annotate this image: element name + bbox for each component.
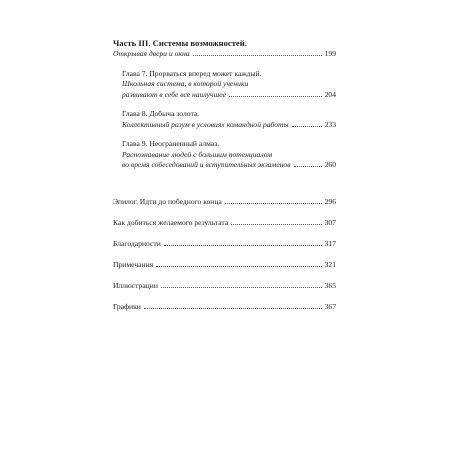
toc-entry-illustrations <box>113 281 336 292</box>
dot-leader <box>161 287 322 288</box>
page-number: 233 <box>324 119 336 129</box>
dot-leader <box>193 55 322 56</box>
page-number: 204 <box>324 89 336 99</box>
dot-leader <box>156 266 321 267</box>
dot-leader <box>294 166 322 167</box>
toc-entry-label: Графики <box>113 301 141 311</box>
chapter-subtitle-line: во время собеседований и вступительных экзаменов <box>122 160 291 169</box>
dot-leader <box>231 224 321 225</box>
dot-leader <box>144 308 322 309</box>
page-number: 367 <box>324 301 336 311</box>
toc-entry-notes <box>113 260 336 271</box>
chapter-entry-8 <box>122 109 336 130</box>
toc-entry-label: Благодарности <box>113 238 161 248</box>
page-number: 317 <box>324 238 336 248</box>
dot-leader <box>225 203 322 204</box>
chapter-entry-9 <box>122 139 336 171</box>
chapter-title: Глава 7. Прорваться вперед может каждый. <box>122 68 262 78</box>
dot-leader <box>164 245 322 246</box>
toc-entry-label: Иллюстрации <box>113 280 158 290</box>
chapter-last-line <box>122 160 336 171</box>
part-title: Часть III. Системы возможностей. <box>113 38 247 48</box>
chapter-last-line <box>122 90 336 101</box>
chapter-subtitle-line: Коллективный разум в условиях командной работы <box>122 119 289 129</box>
chapter-subtitle-line: Школьная система, в которой ученики <box>122 79 249 88</box>
page-number: 365 <box>324 280 336 290</box>
toc-entry-epilogue <box>113 197 336 208</box>
page-number: 321 <box>324 259 336 269</box>
toc-entry-how-to <box>113 218 336 229</box>
toc-entry-graphs <box>113 302 336 313</box>
dot-leader <box>292 126 322 127</box>
toc-entry-label: Эпилог. Идти до победного конца <box>113 196 222 206</box>
page-number: 199 <box>324 49 336 58</box>
part-subtitle: Открывая двери и окна <box>113 49 190 58</box>
back-matter-list <box>113 197 336 313</box>
chapter-entry-7 <box>122 69 336 101</box>
dot-leader <box>229 96 322 97</box>
chapter-last-line <box>122 120 336 131</box>
toc-entry-label: Как добиться желаемого результата <box>113 217 229 227</box>
page-number: 296 <box>324 196 336 206</box>
chapter-subtitle-line: развивают в себе все наилучшее <box>122 89 227 99</box>
toc-entry-label: Примечания <box>113 259 154 269</box>
chapter-subtitle-line: Распознавание людей с большим потенциалом <box>122 149 273 159</box>
toc-entry-acknowledgements <box>113 239 336 250</box>
page-number: 307 <box>324 217 336 227</box>
toc-page <box>113 38 336 323</box>
chapter-title: Глава 9. Неограненный алмаз. <box>122 139 220 148</box>
page-number: 260 <box>324 160 336 169</box>
part-entry <box>113 49 336 60</box>
chapter-title: Глава 8. Добыча золота. <box>122 109 200 118</box>
